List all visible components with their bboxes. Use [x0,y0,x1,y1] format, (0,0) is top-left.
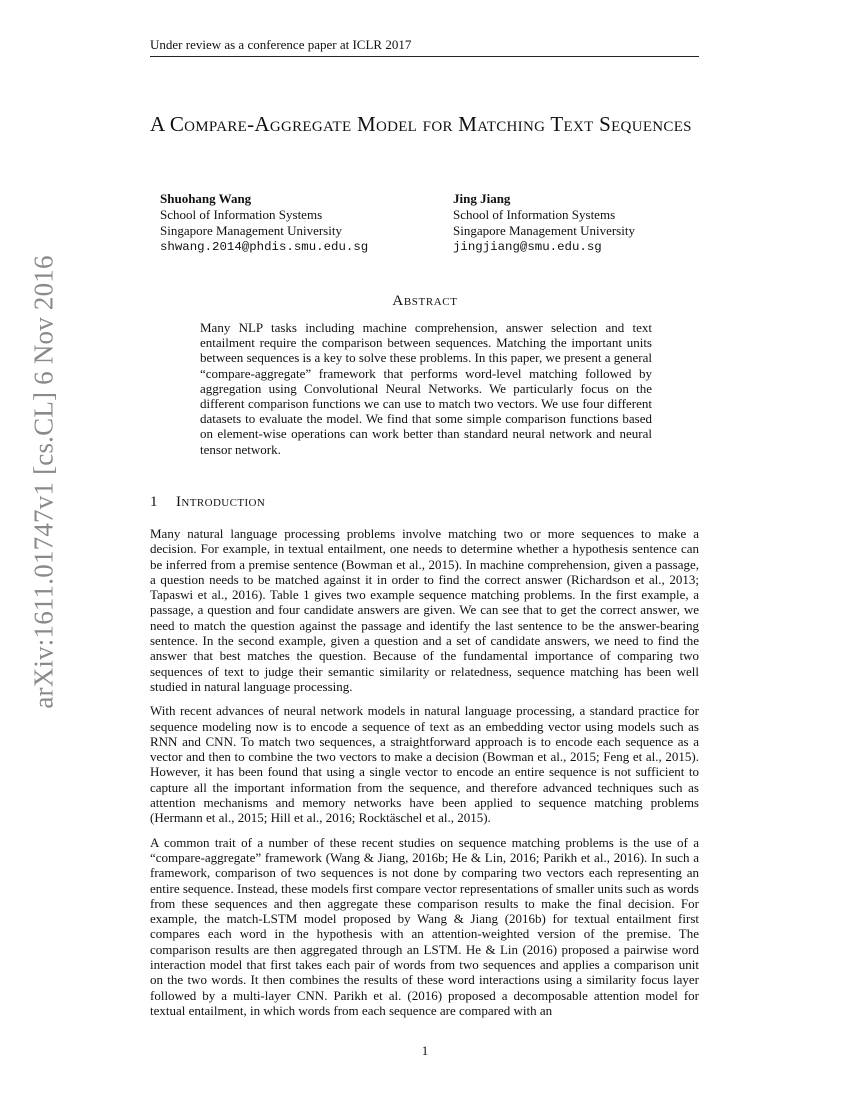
paragraph: With recent advances of neural network models in natural language processing, a standard practice for sequence modeling now is to encode a sequence of text as an embedding vector using models such as RNN and CNN. To match two sequences, a straightforward approach is to encode each sequence as a vector and then to combine the two vectors to make a decision (Bowman et al., 2015; Feng et al., 2015). However, it has been found that using a single vector to encode an entire sequence is not sufficient to capture all the important information from the sequence, and therefore advanced techniques such as attention mechanisms and memory networks have been applied to sequence matching problems (Hermann et al., 2015; Hill et al., 2016; Rocktäschel et al., 2015). [150,703,699,826]
section-body [150,526,699,1027]
author-name: Jing Jiang [453,191,511,206]
author-block-1 [160,191,368,255]
arxiv-stamp-text: arXiv:1611.01747v1 [cs.CL] 6 Nov 2016 [28,255,59,709]
section-title: Introduction [176,494,266,510]
author-institution: Singapore Management University [160,223,342,238]
paper-title: A Compare-Aggregate Model for Matching Text Sequences [150,112,692,136]
author-institution: Singapore Management University [453,223,635,238]
paragraph: Many natural language processing problems involve matching two or more sequences to make a decision. For example, in textual entailment, one needs to determine whether a hypothesis sentence can be inferred from a premise sentence (Bowman et al., 2015). In machine comprehension, given a passage, a question needs to be matched against it in order to find the correct answer (Richardson et al., 2013; Tapaswi et al., 2016). Table 1 gives two example sequence matching problems. In the first example, a passage, a question and four candidate answers are given. We can see that to get the correct answer, we need to match the question against the passage and identify the last sentence to be the answer-bearing sentence. In the second example, given a question and a set of candidate answers, we need to find the answer that best matches the question. Because of the fundamental importance of comparing two sequences of text to judge their semantic similarity or relatedness, sequence matching has been well studied in natural language processing. [150,526,699,694]
author-block-2 [453,191,635,255]
section-number: 1 [150,494,158,510]
abstract-text: Many NLP tasks including machine comprehension, answer selection and text entailment require the comparison between sequences. Matching the important units between sequences is a key to solve these problems. In this paper, we present a general “compare-aggregate” framework that performs word-level matching followed by aggregation using Convolutional Neural Networks. We particularly focus on the different comparison functions we can use to match two vectors. We use four different datasets to evaluate the model. We find that some simple comparison functions based on element-wise operations can work better than standard neural network and neural tensor network. [200,320,652,457]
section-heading [150,494,699,511]
author-email: jingjiang@smu.edu.sg [453,240,602,254]
author-affiliation: School of Information Systems [160,207,323,222]
author-affiliation: School of Information Systems [453,207,616,222]
running-header: Under review as a conference paper at ICLR 2017 [150,37,699,57]
page-number: 1 [421,1043,429,1058]
abstract-heading: Abstract [392,293,458,309]
arxiv-stamp [28,255,59,709]
paragraph: A common trait of a number of these recent studies on sequence matching problems is the use of a “compare-aggregate” framework (Wang & Jiang, 2016b; He & Lin, 2016; Parikh et al., 2016). In such a framework, comparison of two sequences is not done by comparing two vectors each representing an entire sequence. Instead, these models first compare vector representations of smaller units such as words from these sequences and then aggregate these comparison results to make the final decision. For example, the match-LSTM model proposed by Wang & Jiang (2016b) for textual entailment first compares each word in the hypothesis with an attention-weighted version of the premise. The comparison results are then aggregated through an LSTM. He & Lin (2016) proposed a pairwise word interaction model that first takes each pair of words from two sequences and applies a comparison unit on the two words. It then combines the results of these word interactions using a similarity focus layer followed by a multi-layer CNN. Parikh et al. (2016) proposed a decomposable attention model for textual entailment, in which words from each sequence are compared with an [150,834,699,1018]
author-email: shwang.2014@phdis.smu.edu.sg [160,240,369,254]
author-name: Shuohang Wang [160,191,252,206]
